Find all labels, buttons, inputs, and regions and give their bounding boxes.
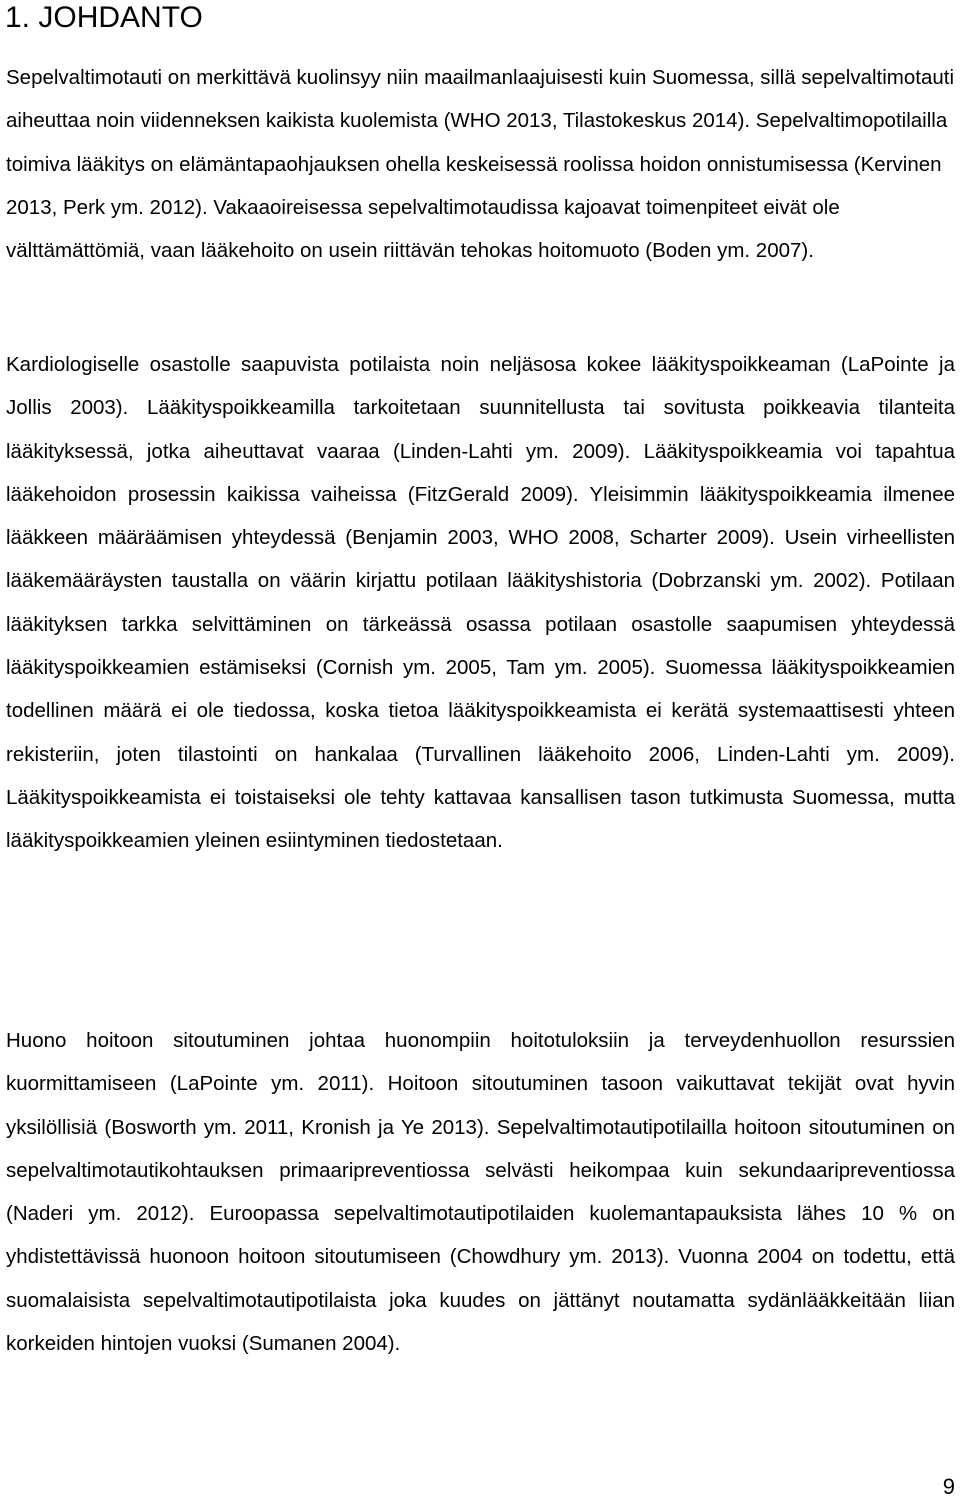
- section-heading: 1. JOHDANTO: [5, 1, 203, 34]
- page-number: 9: [942, 1474, 955, 1499]
- paragraph-2: Kardiologiselle osastolle saapuvista potilaista noin neljäsosa kokee lääkityspoikkeaman (LaPointe ja Jollis 2003). Lääkityspoikkeamilla tarkoitetaan suunnitellusta tai sovitusta poikkeavia tilanteita lääkityksessä, jotka aiheuttavat vaaraa (Linden-Lahti ym. 2009). Lääkityspoikkeamia voi tapahtua lääkehoidon prosessin kaikissa vaiheissa (FitzGerald 2009). Yleisimmin lääkityspoikkeamia ilmenee lääkkeen määräämisen yhteydessä (Benjamin 2003, WHO 2008, Scharter 2009). Usein virheellisten lääkemääräysten taustalla on väärin kirjattu potilaan lääkityshistoria (Dobrzanski ym. 2002). Potilaan lääkityksen tarkka selvittäminen on tärkeässä osassa potilaan osastolle saapumisen yhteydessä lääkityspoikkeamien estämiseksi (Cornish ym. 2005, Tam ym. 2005). Suomessa lääkityspoikkeamien todellinen määrä ei ole tiedossa, koska tietoa lääkityspoikkeamista ei kerätä systemaattisesti yhteen rekisteriin, joten tilastointi on hankalaa (Turvallinen lääkehoito 2006, Linden-Lahti ym. 2009). Lääkityspoikkeamista ei toistaiseksi ole tehty kattavaa kansallisen tason tutkimusta Suomessa, mutta lääkityspoikkeamien yleinen esiintyminen tiedostetaan.: [6, 353, 955, 853]
- paragraph-3: Huono hoitoon sitoutuminen johtaa huonompiin hoitotuloksiin ja terveydenhuollon resurssien kuormittamiseen (LaPointe ym. 2011). Hoitoon sitoutuminen tasoon vaikuttavat tekijät ovat hyvin yksilöllisiä (Bosworth ym. 2011, Kronish ja Ye 2013). Sepelvaltimotautipotilailla hoitoon sitoutuminen on sepelvaltimotautikohtauksen primaaripreventiossa selvästi heikompaa kuin sekundaaripreventiossa (Naderi ym. 2012). Euroopassa sepelvaltimotautipotilaiden kuolemantapauksista lähes 10 % on yhdistettävissä huonoon hoitoon sitoutumiseen (Chowdhury ym. 2013). Vuonna 2004 on todettu, että suomalaisista sepelvaltimotautipotilaista joka kuudes on jättänyt noutamatta sydänlääkkeitään liian korkeiden hintojen vuoksi (Sumanen 2004).: [6, 1029, 955, 1356]
- paragraph-1: Sepelvaltimotauti on merkittävä kuolinsyy niin maailmanlaajuisesti kuin Suomessa, sillä sepelvaltimotauti aiheuttaa noin viidenneksen kaikista kuolemista (WHO 2013, Tilastokeskus 2014). Sepelvaltimopotilailla toimiva lääkitys on elämäntapaohjauksen ohella keskeisessä roolissa hoidon onnistumisessa (Kervinen 2013, Perk ym. 2012). Vakaaoireisessa sepelvaltimotaudissa kajoavat toimenpiteet eivät ole välttämättömiä, vaan lääkehoito on usein riittävän tehokas hoitomuoto (Boden ym. 2007).: [6, 66, 954, 263]
